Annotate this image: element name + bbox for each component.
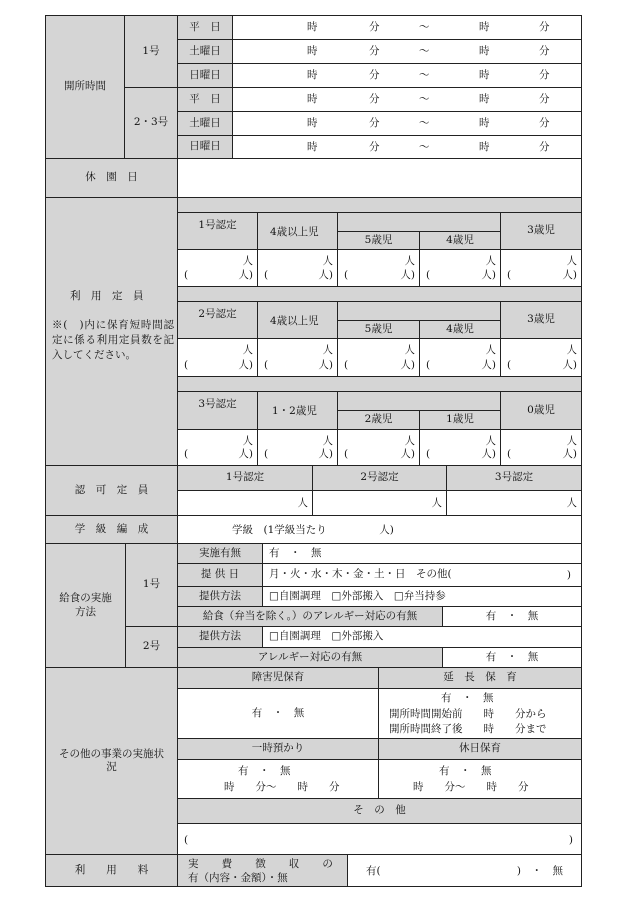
capacity-value-field[interactable]: 人 ( 人) bbox=[257, 338, 338, 377]
capacity-age-header: 4歳児 bbox=[419, 231, 501, 250]
capacity-group-cell: 4歳以上児 bbox=[257, 212, 338, 250]
capacity-age-header: 4歳児 bbox=[419, 320, 501, 339]
fee-field[interactable]: 有( ) ・ 無 bbox=[347, 854, 582, 887]
capacity-age-header: 1歳児 bbox=[419, 410, 501, 430]
meal-method-label: 提供方法 bbox=[177, 586, 263, 607]
meal-allergy-label: 給食（弁当を除く。）のアレルギー対応の有無 bbox=[177, 606, 443, 627]
fee-desc: 実 費 徴 収 の 有（内容・金額）・無 bbox=[177, 854, 348, 887]
holiday-care-label: 休日保育 bbox=[378, 738, 582, 760]
capacity-value-field[interactable]: 人 ( 人) bbox=[500, 249, 582, 287]
hours-day-saturday: 土曜日 bbox=[177, 111, 233, 136]
hours-day-sunday: 日曜日 bbox=[177, 135, 233, 159]
meal-label: 給食の実施方法 bbox=[45, 543, 126, 668]
capacity-note: ※( )内に保育短時間認定に係る利用定員数を記入してください。 bbox=[52, 319, 174, 361]
capacity-age-header: 5歳児 bbox=[337, 231, 420, 250]
fee-label: 利 用 料 bbox=[45, 854, 178, 887]
meal-method-field[interactable]: □自園調理 □外部搬入 □弁当持参 bbox=[262, 586, 582, 607]
capacity-spacer bbox=[177, 197, 582, 213]
approved-cert-2: 2号認定 bbox=[312, 465, 447, 491]
meal-method-label-2: 提供方法 bbox=[177, 626, 263, 648]
holiday-field[interactable] bbox=[177, 158, 582, 198]
capacity-group-cell: 1・2歳児 bbox=[257, 391, 338, 430]
meal-days-field[interactable]: 月・火・水・木・金・土・日 その他( ) bbox=[262, 563, 582, 587]
hours-time-field[interactable]: 時 分 ～ 時 分 bbox=[232, 111, 582, 136]
capacity-value-field[interactable]: 人 ( 人) bbox=[419, 249, 501, 287]
capacity-value-field[interactable]: 人 ( 人) bbox=[419, 338, 501, 377]
temporary-care-label: 一時預かり bbox=[177, 738, 379, 760]
capacity-spacer bbox=[177, 286, 582, 302]
capacity-value-field[interactable]: 人 ( 人) bbox=[337, 429, 420, 466]
approved-label: 認 可 定 員 bbox=[45, 465, 178, 516]
meal-implement-field[interactable]: 有 ・ 無 bbox=[262, 543, 582, 564]
capacity-label: 利 用 定 員 bbox=[70, 290, 144, 302]
classes-label: 学 級 編 成 bbox=[45, 515, 178, 544]
capacity-value-field[interactable]: 人 ( 人) bbox=[337, 338, 420, 377]
meal-implement-label: 実施有無 bbox=[177, 543, 263, 564]
other-misc-field[interactable]: ( ) bbox=[177, 823, 582, 855]
disabled-care-field[interactable]: 有 ・ 無 bbox=[177, 688, 379, 739]
hours-time-field[interactable]: 時 分 ～ 時 分 bbox=[232, 87, 582, 112]
hours-label: 開所時間 bbox=[45, 15, 125, 159]
meal-allergy-field[interactable]: 有 ・ 無 bbox=[442, 606, 582, 627]
extended-care-field[interactable]: 有 ・ 無 開所時間開始前 時 分から 開所時間終了後 時 分まで bbox=[378, 688, 582, 739]
hours-day-sunday: 日曜日 bbox=[177, 63, 233, 88]
capacity-value-field[interactable]: 人 ( 人) bbox=[177, 429, 258, 466]
meal-group-2: 2号 bbox=[125, 626, 178, 668]
capacity-cert-2: 2号認定 bbox=[177, 301, 258, 339]
meal-allergy-field-2[interactable]: 有 ・ 無 bbox=[442, 647, 582, 668]
hours-group-2-3: 2・3号 bbox=[124, 87, 178, 159]
disabled-care-label: 障害児保育 bbox=[177, 667, 379, 689]
hours-day-weekday: 平 日 bbox=[177, 87, 233, 112]
capacity-label-cell bbox=[45, 197, 178, 466]
temporary-care-field[interactable]: 有 ・ 無 時 分～ 時 分 bbox=[177, 759, 379, 799]
capacity-value-field[interactable]: 人 ( 人) bbox=[337, 249, 420, 287]
approved-value-field[interactable]: 人 bbox=[446, 490, 582, 516]
holiday-care-field[interactable]: 有 ・ 無 時 分～ 時 分 bbox=[378, 759, 582, 799]
capacity-age-header: 5歳児 bbox=[337, 320, 420, 339]
other-label: その他の事業の実施状況 bbox=[45, 667, 178, 855]
capacity-cert-3: 3号認定 bbox=[177, 391, 258, 430]
approved-cert-1: 1号認定 bbox=[177, 465, 313, 491]
capacity-spacer bbox=[177, 376, 582, 392]
capacity-age-header: 3歳児 bbox=[500, 301, 582, 339]
capacity-value-field[interactable]: 人 ( 人) bbox=[419, 429, 501, 466]
hours-day-weekday: 平 日 bbox=[177, 15, 233, 40]
capacity-age-header: 0歳児 bbox=[500, 391, 582, 430]
capacity-value-field[interactable]: 人 ( 人) bbox=[500, 338, 582, 377]
hours-group-1: 1号 bbox=[124, 15, 178, 88]
other-misc-label: そ の 他 bbox=[177, 798, 582, 824]
holiday-label: 休 園 日 bbox=[45, 158, 178, 198]
capacity-cert-1: 1号認定 bbox=[177, 212, 258, 250]
meal-days-label: 提 供 日 bbox=[177, 563, 263, 587]
meal-allergy-label-2: アレルギー対応の有無 bbox=[177, 647, 443, 668]
approved-value-field[interactable]: 人 bbox=[312, 490, 447, 516]
classes-field[interactable]: 学級 (1学級当たり 人) bbox=[177, 515, 582, 544]
approved-cert-3: 3号認定 bbox=[446, 465, 582, 491]
capacity-value-field[interactable]: 人 ( 人) bbox=[257, 429, 338, 466]
meal-method-field-2[interactable]: □自園調理 □外部搬入 bbox=[262, 626, 582, 648]
approved-value-field[interactable]: 人 bbox=[177, 490, 313, 516]
capacity-value-field[interactable]: 人 ( 人) bbox=[500, 429, 582, 466]
capacity-value-field[interactable]: 人 ( 人) bbox=[177, 338, 258, 377]
meal-group-1: 1号 bbox=[125, 543, 178, 627]
hours-time-field[interactable]: 時 分 ～ 時 分 bbox=[232, 63, 582, 88]
hours-day-saturday: 土曜日 bbox=[177, 39, 233, 64]
capacity-group-cell: 4歳以上児 bbox=[257, 301, 338, 339]
extended-care-label: 延 長 保 育 bbox=[378, 667, 582, 689]
capacity-value-field[interactable]: 人 ( 人) bbox=[177, 249, 258, 287]
hours-time-field[interactable]: 時 分 ～ 時 分 bbox=[232, 135, 582, 159]
hours-time-field[interactable]: 時 分 ～ 時 分 bbox=[232, 15, 582, 40]
hours-time-field[interactable]: 時 分 ～ 時 分 bbox=[232, 39, 582, 64]
capacity-age-header: 2歳児 bbox=[337, 410, 420, 430]
capacity-age-header: 3歳児 bbox=[500, 212, 582, 250]
capacity-value-field[interactable]: 人 ( 人) bbox=[257, 249, 338, 287]
